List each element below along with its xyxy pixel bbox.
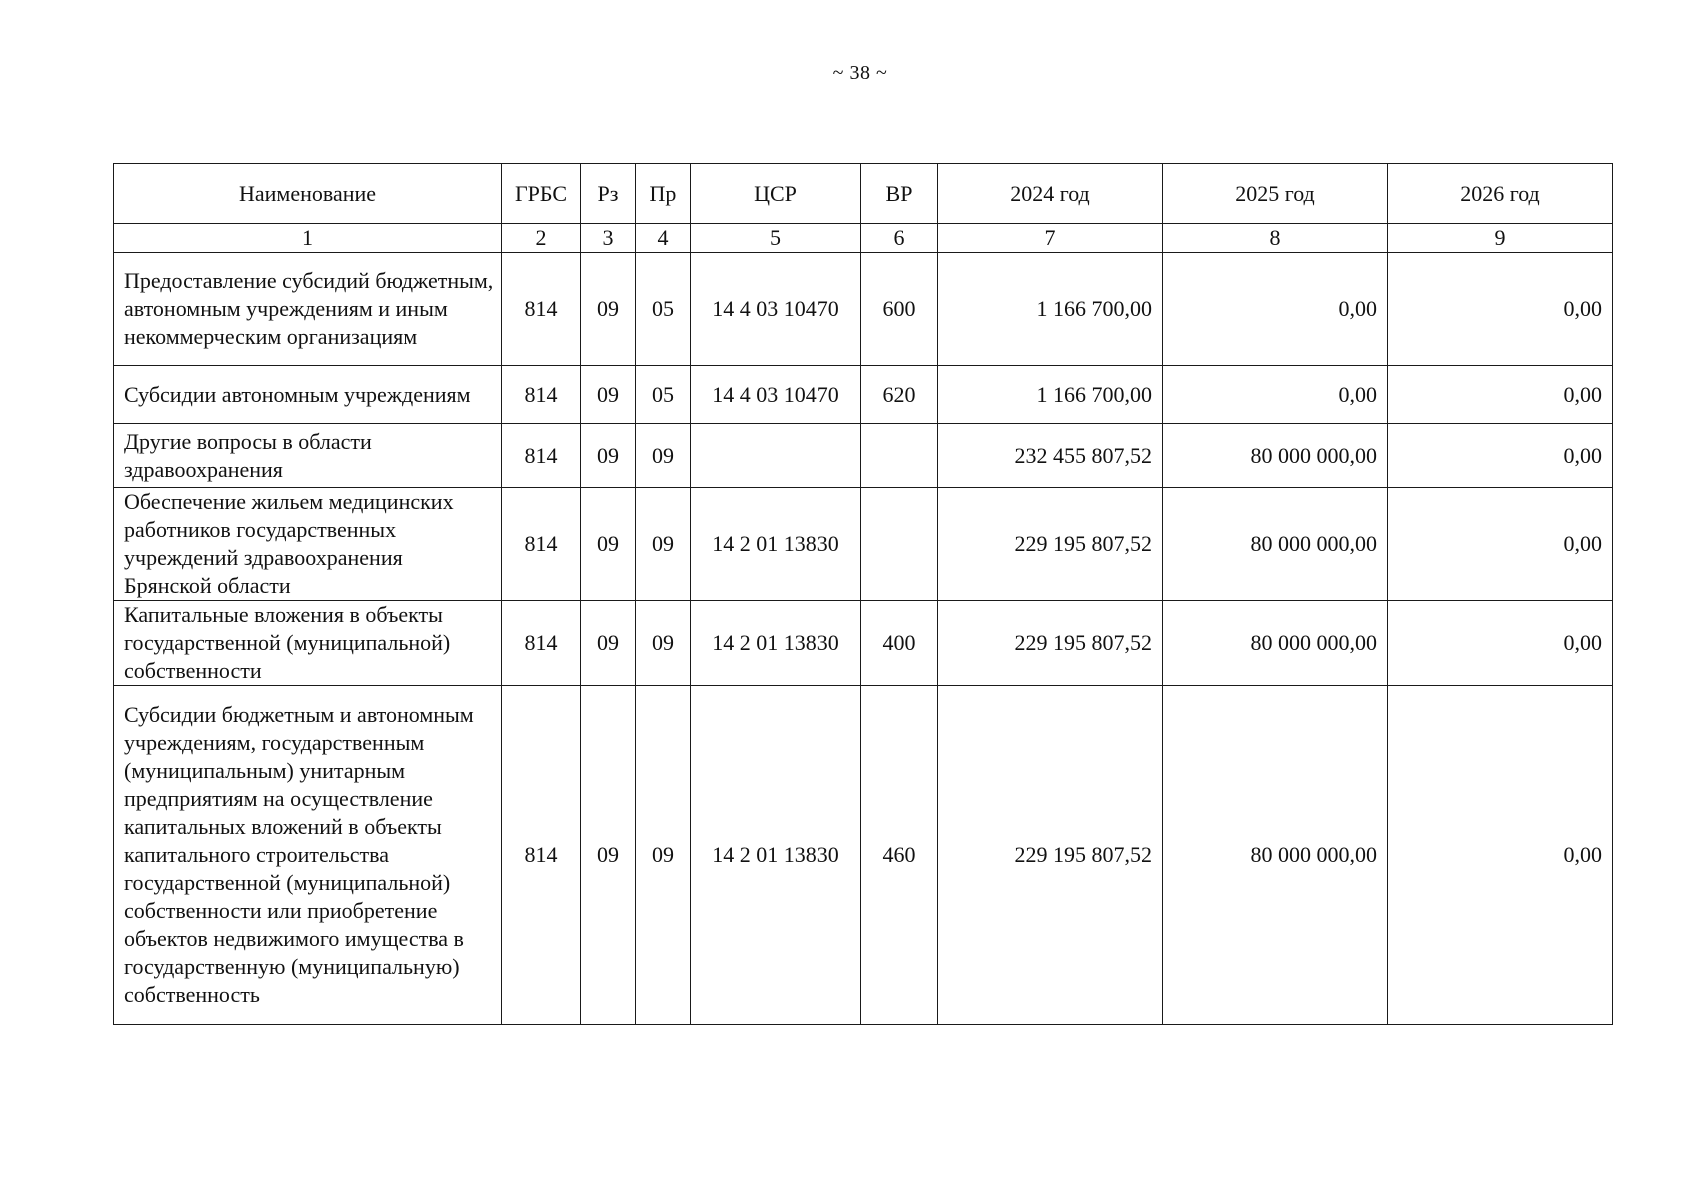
column-number: 7 bbox=[938, 224, 1163, 253]
header-row bbox=[114, 164, 1613, 224]
row-name: Субсидии автономным учреждениям bbox=[114, 366, 502, 424]
row-grbs: 814 bbox=[502, 601, 581, 686]
row-csr: 14 2 01 13830 bbox=[691, 601, 861, 686]
row-grbs: 814 bbox=[502, 686, 581, 1025]
row-name: Субсидии бюджетным и автономным учреждениям, государственным (муниципальным) унитарным предприятиям на осуществление капитальных вложений в объекты капитального строительства государственной (муниципальной) собственности или приобретение объектов недвижимого имущества в государственную (муниципальную) собственность bbox=[114, 686, 502, 1025]
column-numbers-row bbox=[114, 224, 1613, 253]
row-vr: 460 bbox=[861, 686, 938, 1025]
column-number: 3 bbox=[581, 224, 636, 253]
column-number: 1 bbox=[114, 224, 502, 253]
header-name: Наименование bbox=[114, 164, 502, 224]
row-2026: 0,00 bbox=[1388, 253, 1613, 366]
table-row bbox=[114, 366, 1613, 424]
row-2024: 229 195 807,52 bbox=[938, 601, 1163, 686]
table-row bbox=[114, 686, 1613, 1025]
row-vr: 620 bbox=[861, 366, 938, 424]
header-pr: Пр bbox=[636, 164, 691, 224]
header-2024: 2024 год bbox=[938, 164, 1163, 224]
row-pr: 09 bbox=[636, 686, 691, 1025]
header-grbs: ГРБС bbox=[502, 164, 581, 224]
header-2025: 2025 год bbox=[1163, 164, 1388, 224]
row-2024: 1 166 700,00 bbox=[938, 253, 1163, 366]
row-rz: 09 bbox=[581, 366, 636, 424]
table-row bbox=[114, 488, 1613, 601]
column-number: 2 bbox=[502, 224, 581, 253]
row-rz: 09 bbox=[581, 424, 636, 488]
row-2026: 0,00 bbox=[1388, 366, 1613, 424]
row-grbs: 814 bbox=[502, 424, 581, 488]
table-row bbox=[114, 253, 1613, 366]
row-name: Обеспечение жильем медицинских работников государственных учреждений здравоохранения Брянской области bbox=[114, 488, 502, 601]
row-pr: 09 bbox=[636, 424, 691, 488]
row-2025: 0,00 bbox=[1163, 253, 1388, 366]
column-number: 6 bbox=[861, 224, 938, 253]
column-number: 8 bbox=[1163, 224, 1388, 253]
header-2026: 2026 год bbox=[1388, 164, 1613, 224]
row-pr: 09 bbox=[636, 488, 691, 601]
row-vr bbox=[861, 424, 938, 488]
row-rz: 09 bbox=[581, 686, 636, 1025]
row-rz: 09 bbox=[581, 488, 636, 601]
row-vr: 400 bbox=[861, 601, 938, 686]
row-rz: 09 bbox=[581, 601, 636, 686]
row-2024: 229 195 807,52 bbox=[938, 488, 1163, 601]
row-2025: 0,00 bbox=[1163, 366, 1388, 424]
row-2026: 0,00 bbox=[1388, 488, 1613, 601]
table-row bbox=[114, 424, 1613, 488]
row-2025: 80 000 000,00 bbox=[1163, 601, 1388, 686]
row-rz: 09 bbox=[581, 253, 636, 366]
row-grbs: 814 bbox=[502, 488, 581, 601]
column-number: 5 bbox=[691, 224, 861, 253]
row-2025: 80 000 000,00 bbox=[1163, 488, 1388, 601]
row-2026: 0,00 bbox=[1388, 424, 1613, 488]
header-rz: Рз bbox=[581, 164, 636, 224]
row-name: Предоставление субсидий бюджетным, автономным учреждениям и иным некоммерческим организациям bbox=[114, 253, 502, 366]
row-2026: 0,00 bbox=[1388, 601, 1613, 686]
row-grbs: 814 bbox=[502, 366, 581, 424]
row-2024: 232 455 807,52 bbox=[938, 424, 1163, 488]
row-2025: 80 000 000,00 bbox=[1163, 424, 1388, 488]
row-grbs: 814 bbox=[502, 253, 581, 366]
row-csr: 14 2 01 13830 bbox=[691, 686, 861, 1025]
budget-table bbox=[113, 163, 1613, 1025]
row-pr: 05 bbox=[636, 366, 691, 424]
row-2024: 1 166 700,00 bbox=[938, 366, 1163, 424]
row-pr: 05 bbox=[636, 253, 691, 366]
row-csr: 14 2 01 13830 bbox=[691, 488, 861, 601]
header-vr: ВР bbox=[861, 164, 938, 224]
row-name: Капитальные вложения в объекты государственной (муниципальной) собственности bbox=[114, 601, 502, 686]
row-2025: 80 000 000,00 bbox=[1163, 686, 1388, 1025]
row-csr bbox=[691, 424, 861, 488]
row-2026: 0,00 bbox=[1388, 686, 1613, 1025]
row-vr: 600 bbox=[861, 253, 938, 366]
row-pr: 09 bbox=[636, 601, 691, 686]
row-2024: 229 195 807,52 bbox=[938, 686, 1163, 1025]
row-csr: 14 4 03 10470 bbox=[691, 253, 861, 366]
column-number: 9 bbox=[1388, 224, 1613, 253]
table-row bbox=[114, 601, 1613, 686]
row-vr bbox=[861, 488, 938, 601]
column-number: 4 bbox=[636, 224, 691, 253]
page-number: ~ 38 ~ bbox=[832, 62, 888, 84]
row-csr: 14 4 03 10470 bbox=[691, 366, 861, 424]
header-csr: ЦСР bbox=[691, 164, 861, 224]
row-name: Другие вопросы в области здравоохранения bbox=[114, 424, 502, 488]
